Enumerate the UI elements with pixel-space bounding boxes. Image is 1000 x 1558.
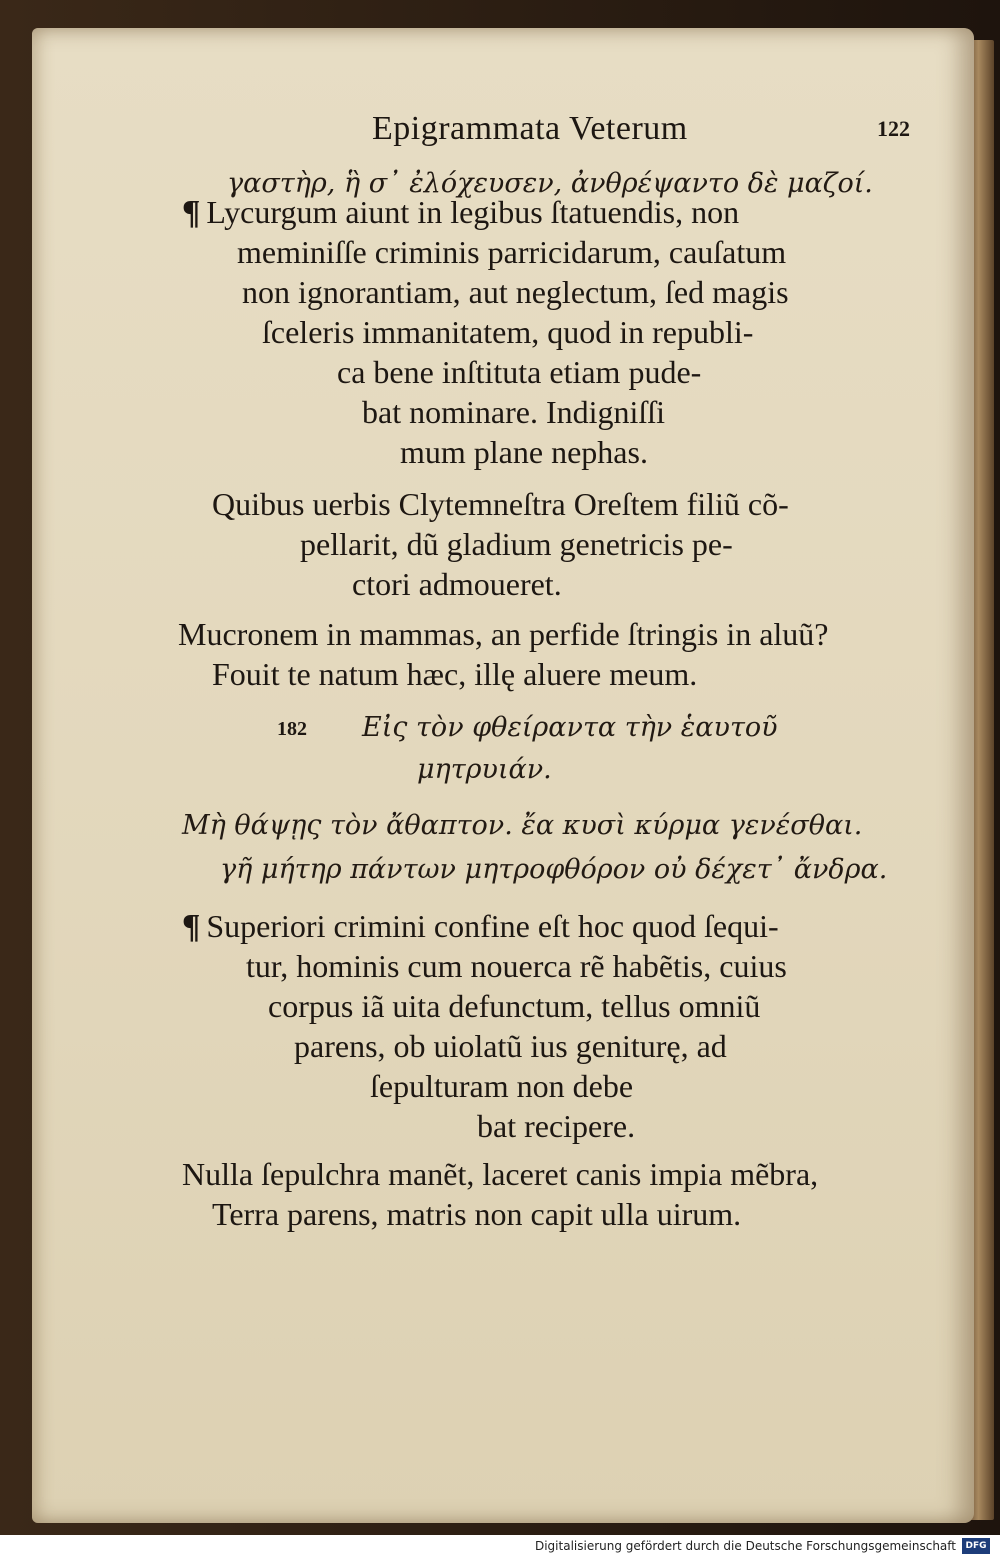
verse-line: Fouit te natum hæc, illę aluere meum. (212, 656, 698, 692)
commentary-line: ¶ Lycurgum aiunt in legibus ſtatuendis, non (182, 194, 740, 231)
heading-line: ctori admoueret. (352, 566, 562, 602)
verse-line: Nulla ſepulchra manẽt, laceret canis impia mẽbra, (182, 1156, 819, 1192)
commentary-line: ¶ Superiori crimini confine eſt hoc quod ſequi- (182, 908, 779, 945)
verse-line: Terra parens, matris non capit ulla uirum. (212, 1196, 742, 1232)
commentary-line: corpus iã uita defunctum, tellus omniũ (268, 988, 761, 1024)
paragraph-mark-icon: ¶ (182, 194, 201, 231)
heading-line: pellarit, dũ gladium genetricis pe- (300, 526, 733, 562)
commentary-line: mum plane nephas. (400, 434, 648, 470)
footer-credit: Digitalisierung gefördert durch die Deutsche Forschungsgemeinschaft (534, 1539, 956, 1553)
verse-line: Mucronem in mammas, an perfide ſtringis in aluũ? (178, 616, 829, 652)
book-page (32, 28, 974, 1523)
commentary-line: non ignorantiam, aut neglectum, ſed magis (242, 274, 789, 310)
commentary-line: tur, hominis cum nouerca rẽ habẽtis, cuius (246, 948, 787, 984)
heading-line: Quibus uerbis Clytemneſtra Oreſtem filiũ cõ- (212, 486, 789, 522)
greek-heading-line: Εἰς τὸν φθείραντα τὴν ἑαυτοῦ (362, 712, 778, 743)
commentary-line: ſceleris immanitatem, quod in republi- (262, 314, 754, 350)
commentary-line: meminiſſe criminis parricidarum, cauſatum (237, 234, 787, 270)
dfg-logo-icon: DFG (962, 1538, 990, 1554)
epigram-number: 182 (277, 718, 307, 740)
greek-verse-line: γαστὴρ, ἣ σ᾽ ἐλόχευσεν, ἀνθρέψαντο δὲ μαζοί. (227, 168, 873, 199)
greek-verse-line: Μὴ θάψῃς τὸν ἄθαπτον. ἔα κυσὶ κύρμα γενέσθαι. (182, 810, 863, 841)
commentary-line: parens, ob uiolatũ ius geniturę, ad (294, 1028, 727, 1064)
running-title: Epigrammata Veterum (372, 110, 688, 147)
commentary-line: ca bene inſtituta etiam pude- (337, 354, 702, 390)
greek-verse-line: γῆ μήτηρ πάντων μητροφθόρον οὐ δέχετ᾽ ἄνδρα. (220, 854, 888, 885)
commentary-line: bat nominare. Indigniſſi (362, 394, 666, 430)
commentary-line: ſepulturam non debe (370, 1068, 634, 1104)
footer-bar (0, 1535, 1000, 1558)
paragraph-mark-icon: ¶ (182, 908, 201, 945)
commentary-line: bat recipere. (477, 1108, 636, 1144)
page-number: 122 (877, 116, 910, 141)
greek-heading-line: μητρυιάν. (417, 754, 552, 785)
